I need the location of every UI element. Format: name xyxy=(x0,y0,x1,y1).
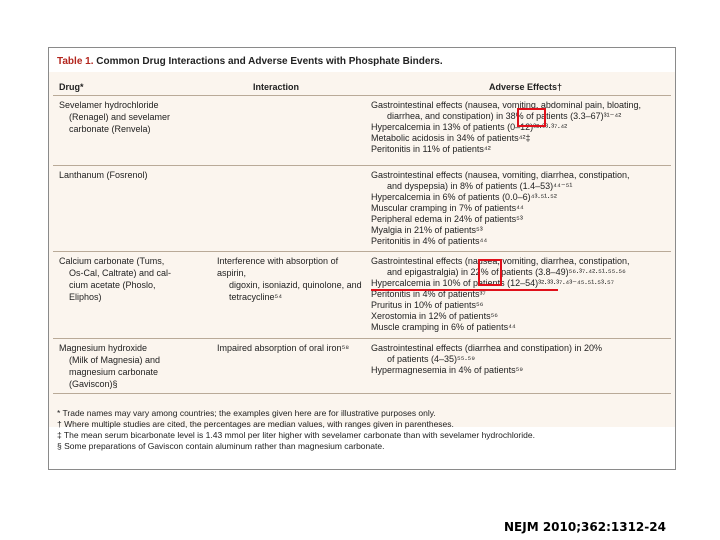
drug-line: Os-Cal, Caltrate) and cal- xyxy=(69,268,172,278)
effect-line: Hypercalcemia in 6% of patients (0.0–6)⁴³·⁵¹·⁵² xyxy=(371,192,557,202)
interaction-cell-calcium xyxy=(217,255,362,303)
effect-line: Peritonitis in 4% of patients⁴⁴ xyxy=(371,236,488,246)
effect-line: Pruritus in 10% of patients⁵⁶ xyxy=(371,300,484,310)
effect-line: and epigastralgia) in 22% of patients (3.8–49)⁵⁶·³⁷·⁴²·⁵¹·⁵⁵·⁵⁶ xyxy=(387,267,626,277)
interaction-line: Interference with absorption of aspirin, xyxy=(217,256,339,278)
drug-line: Lanthanum (Fosrenol) xyxy=(59,170,148,180)
header-adverse-effects: Adverse Effects† xyxy=(489,82,563,92)
highlight-box-38-percent xyxy=(517,108,546,127)
drug-line: magnesium carbonate xyxy=(69,367,159,377)
effect-line: Hypercalcemia in 13% of patients (0–12)³²·³³·³⁷·⁴² xyxy=(371,122,568,132)
drug-line: (Renagel) and sevelamer xyxy=(69,112,171,122)
row-divider xyxy=(53,393,671,394)
effect-line: Gastrointestinal effects (nausea, vomiting, diarrhea, constipation, xyxy=(371,170,630,180)
interaction-cell-magnesium xyxy=(217,342,362,354)
effect-line: diarrhea, and constipation) in 38% of patients (3.3–67)³¹⁻⁴² xyxy=(387,111,622,121)
effect-line: Metabolic acidosis in 34% of patients⁴²‡ xyxy=(371,133,531,143)
effect-line: Hypercalcemia in 10% of patients (12–54)³²·³³·³⁷·⁴³⁻⁴⁵·⁵¹·⁵³·⁵⁷ xyxy=(371,278,614,288)
effect-line: Peritonitis in 4% of patients³⁷ xyxy=(371,289,486,299)
highlight-underline-hypercalcemia xyxy=(371,289,558,291)
drug-line: Eliphos) xyxy=(69,292,102,302)
drug-line: cium acetate (Phoslo, xyxy=(69,280,156,290)
effects-cell-magnesium xyxy=(371,343,671,376)
row-divider xyxy=(53,165,671,166)
effect-line: Peripheral edema in 24% of patients⁵³ xyxy=(371,214,523,224)
drug-line: Magnesium hydroxide xyxy=(59,343,148,353)
interaction-line: tetracycline⁵⁴ xyxy=(229,292,283,302)
drug-cell-magnesium xyxy=(59,342,219,390)
header-interaction: Interaction xyxy=(253,82,300,92)
effect-line: Xerostomia in 12% of patients⁵⁶ xyxy=(371,311,499,321)
drug-cell-sevelamer xyxy=(59,99,219,135)
row-divider xyxy=(53,338,671,339)
effect-line: of patients (4–35)⁵⁵·⁵⁹ xyxy=(387,354,476,364)
table-title-text: Common Drug Interactions and Adverse Events with Phosphate Binders. xyxy=(96,56,443,67)
effect-line: Gastrointestinal effects (nausea, vomiting, abdominal pain, bloating, xyxy=(371,100,641,110)
footnote: * Trade names may vary among countries; the examples given here are for illustrative purposes only. xyxy=(57,408,436,418)
effect-line: Peritonitis in 11% of patients⁴² xyxy=(371,144,491,154)
effect-line: Gastrointestinal effects (diarrhea and constipation) in 20% xyxy=(371,343,602,353)
drug-line: (Milk of Magnesia) and xyxy=(69,355,161,365)
effect-line: Hypermagnesemia in 4% of patients⁵⁹ xyxy=(371,365,524,375)
drug-line: carbonate (Renvela) xyxy=(69,124,151,134)
row-divider xyxy=(53,95,671,96)
header-drug: Drug* xyxy=(59,82,84,92)
citation: NEJM 2010;362:1312-24 xyxy=(504,520,666,534)
footnote: § Some preparations of Gaviscon contain aluminum rather than magnesium carbonate. xyxy=(57,441,385,451)
drug-line: (Gaviscon)§ xyxy=(69,379,118,389)
drug-cell-lanthanum xyxy=(59,169,219,181)
highlight-box-22-percent xyxy=(478,259,502,286)
effect-line: Muscular cramping in 7% of patients⁴⁴ xyxy=(371,203,524,213)
drug-line: Calcium carbonate (Tums, xyxy=(59,256,165,266)
table-frame xyxy=(48,47,676,470)
footnotes xyxy=(57,408,535,452)
drug-line: Sevelamer hydrochloride xyxy=(59,100,159,110)
footnote: † Where multiple studies are cited, the percentages are median values, with ranges given in parentheses. xyxy=(57,419,454,429)
effect-line: Gastrointestinal effects (nausea, vomiting, diarrhea, constipation, xyxy=(371,256,630,266)
drug-cell-calcium xyxy=(59,255,219,303)
effects-cell-calcium xyxy=(371,256,671,333)
interaction-line: digoxin, isoniazid, quinolone, and xyxy=(229,280,362,290)
row-divider xyxy=(53,251,671,252)
effect-line: Myalgia in 21% of patients⁵³ xyxy=(371,225,483,235)
table-number: Table 1. xyxy=(57,56,94,67)
effect-line: Muscle cramping in 6% of patients⁴⁴ xyxy=(371,322,516,332)
effects-cell-lanthanum xyxy=(371,170,671,247)
effect-line: and dyspepsia) in 8% of patients (1.4–53)⁴⁴⁻⁵¹ xyxy=(387,181,573,191)
footnote: ‡ The mean serum bicarbonate level is 1.43 mmol per liter higher with sevelamer carbonate than with sevelamer hydrochloride. xyxy=(57,430,535,440)
interaction-line: Impaired absorption of oral iron⁵⁸ xyxy=(217,343,350,353)
table-title xyxy=(57,56,443,67)
